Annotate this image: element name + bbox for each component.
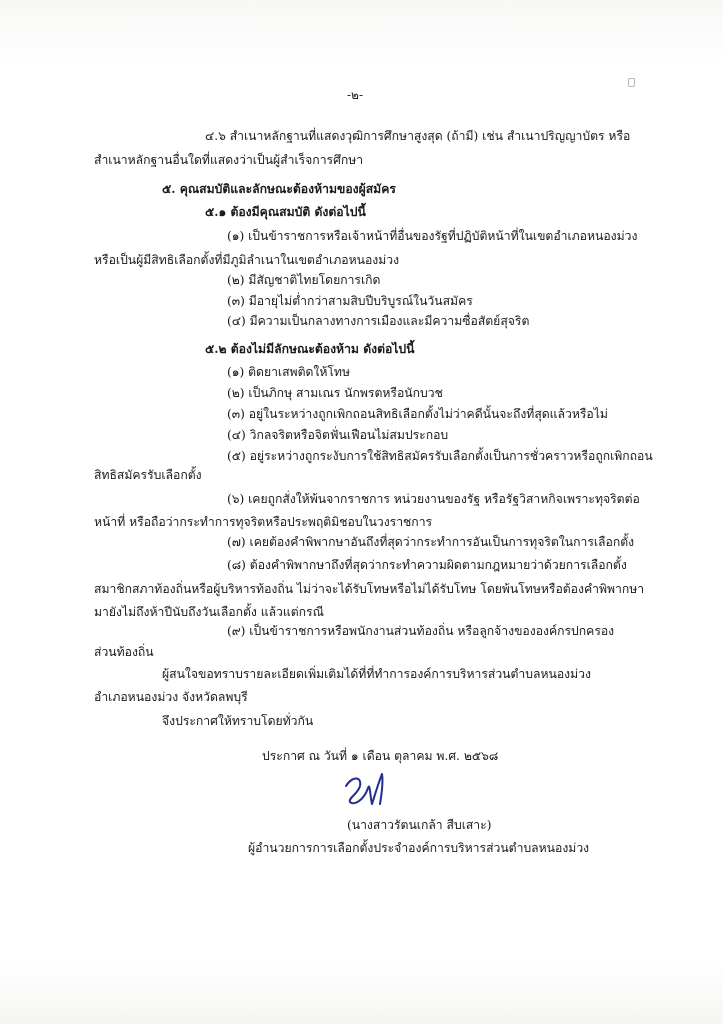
signer-title: ผู้อำนวยการการเลือกตั้งประจำองค์การบริหารส่วนตำบลหนองม่วง: [248, 841, 590, 855]
s52-item-8-line-3: มายังไม่ถึงห้าปีนับถึงวันเลือกตั้ง แล้วแต่กรณี: [94, 605, 324, 619]
s52-item-9-line-2: ส่วนท้องถิ่น: [94, 645, 154, 659]
s52-item-1: (๑) ติดยาเสพติดให้โทษ: [227, 365, 350, 379]
s51-item-2: (๒) มีสัญชาติไทยโดยการเกิด: [227, 273, 381, 287]
s52-item-6-line-1: (๖) เคยถูกสั่งให้พ้นจากราชการ หน่วยงานของรัฐ หรือรัฐวิสาหกิจเพราะทุจริตต่อ: [227, 492, 640, 506]
section-5-heading: ๕. คุณสมบัติและลักษณะต้องห้ามของผู้สมัคร: [162, 182, 396, 196]
s51-item-3: (๓) มีอายุไม่ต่ำกว่าสามสิบปีบริบูรณ์ในวันสมัคร: [227, 294, 473, 308]
s52-item-2: (๒) เป็นภิกษุ สามเณร นักพรตหรือนักบวช: [227, 386, 443, 400]
corner-mark: [628, 78, 635, 87]
interested-line-2: อำเภอหนองม่วง จังหวัดลพบุรี: [94, 690, 248, 704]
s52-item-7: (๗) เคยต้องคำพิพากษาอันถึงที่สุดว่ากระทำการอันเป็นการทุจริตในการเลือกตั้ง: [227, 535, 635, 549]
s52-item-8-line-1: (๘) ต้องคำพิพากษาถึงที่สุดว่ากระทำความผิดตามกฎหมายว่าด้วยการเลือกตั้ง: [227, 558, 627, 572]
s52-item-5-line-1: (๕) อยู่ระหว่างถูกระงับการใช้สิทธิสมัครรับเลือกตั้งเป็นการชั่วคราวหรือถูกเพิกถอน: [227, 449, 653, 463]
s51-item-1-line-1: (๑) เป็นข้าราชการหรือเจ้าหน้าที่อื่นของรัฐที่ปฏิบัติหน้าที่ในเขตอำเภอหนองม่วง: [227, 229, 638, 243]
s52-item-9-line-1: (๙) เป็นข้าราชการหรือพนักงานส่วนท้องถิ่น หรือลูกจ้างขององค์กรปกครอง: [227, 624, 615, 638]
section-5-1-heading: ๕.๑ ต้องมีคุณสมบัติ ดังต่อไปนี้: [205, 205, 366, 219]
s52-item-8-line-2: สมาชิกสภาท้องถิ่นหรือผู้บริหารท้องถิ่น ไม่ว่าจะได้รับโทษหรือไม่ได้รับโทษ โดยพ้นโทษหรือต้องคำพิพากษา: [94, 582, 645, 596]
s51-item-4: (๔) มีความเป็นกลางทางการเมืองและมีความซื่อสัตย์สุจริต: [227, 314, 530, 328]
interested-line-1: ผู้สนใจขอทราบรายละเอียดเพิ่มเติมได้ที่ที่ทำการองค์การบริหารส่วนตำบลหนองม่วง: [162, 667, 591, 681]
section-5-2-heading: ๕.๒ ต้องไม่มีลักษณะต้องห้าม ดังต่อไปนี้: [205, 342, 415, 356]
paragraph-4-6-line-1: ๔.๖ สำเนาหลักฐานที่แสดงวุฒิการศึกษาสูงสุด (ถ้ามี) เช่น สำเนาปริญญาบัตร หรือ: [205, 129, 631, 143]
signature-image: [340, 766, 396, 810]
s52-item-5-line-2: สิทธิสมัครรับเลือกตั้ง: [94, 468, 202, 482]
s51-item-1-line-2: หรือเป็นผู้มีสิทธิเลือกตั้งที่มีภูมิลำเนาในเขตอำเภอหนองม่วง: [94, 253, 400, 267]
page-number: -๒-: [347, 88, 364, 102]
announce-all: จึงประกาศให้ทราบโดยทั่วกัน: [162, 714, 314, 728]
s52-item-6-line-2: หน้าที่ หรือถือว่ากระทำการทุจริตหรือประพฤติมิชอบในวงราชการ: [94, 515, 433, 529]
s52-item-3: (๓) อยู่ในระหว่างถูกเพิกถอนสิทธิเลือกตั้งไม่ว่าคดีนั้นจะถึงที่สุดแล้วหรือไม่: [227, 407, 608, 421]
s52-item-4: (๔) วิกลจริตหรือจิตฟั่นเฟือนไม่สมประกอบ: [227, 428, 449, 442]
paragraph-4-6-line-2: สำเนาหลักฐานอื่นใดที่แสดงว่าเป็นผู้สำเร็จการศึกษา: [94, 153, 364, 167]
date-line: ประกาศ ณ วันที่ ๑ เดือน ตุลาคม พ.ศ. ๒๕๖๘: [262, 749, 499, 763]
signer-name: (นางสาวรัตนเกล้า สืบเสาะ): [347, 818, 492, 832]
